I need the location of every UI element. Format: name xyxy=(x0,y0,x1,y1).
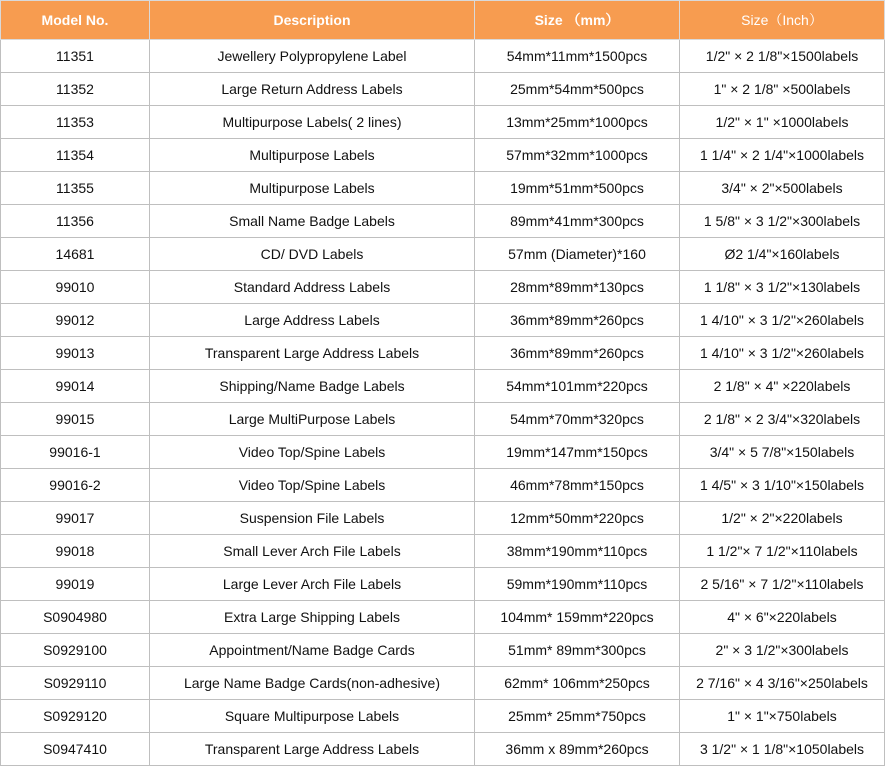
size-mm-cell: 51mm* 89mm*300pcs xyxy=(475,634,680,667)
size-mm-cell: 28mm*89mm*130pcs xyxy=(475,271,680,304)
table-row xyxy=(1,238,885,271)
size-mm-cell: 36mm*89mm*260pcs xyxy=(475,337,680,370)
size-inch-cell: 1" × 2 1/8" ×500labels xyxy=(680,73,885,106)
size-mm-cell: 25mm* 25mm*750pcs xyxy=(475,700,680,733)
table-row xyxy=(1,700,885,733)
model-no-cell: 11356 xyxy=(1,205,150,238)
table-row xyxy=(1,73,885,106)
size-mm-cell: 57mm (Diameter)*160 xyxy=(475,238,680,271)
table-row xyxy=(1,667,885,700)
size-inch-cell: 1 5/8" × 3 1/2"×300labels xyxy=(680,205,885,238)
model-no-cell: 99019 xyxy=(1,568,150,601)
model-no-cell: 99016-1 xyxy=(1,436,150,469)
model-no-cell: S0929100 xyxy=(1,634,150,667)
model-no-cell: S0929110 xyxy=(1,667,150,700)
size-inch-cell: 1 1/2"× 7 1/2"×110labels xyxy=(680,535,885,568)
table-row xyxy=(1,304,885,337)
description-cell: Large MultiPurpose Labels xyxy=(150,403,475,436)
size-mm-cell: 12mm*50mm*220pcs xyxy=(475,502,680,535)
size-inch-cell: 3/4" × 2"×500labels xyxy=(680,172,885,205)
description-cell: Large Return Address Labels xyxy=(150,73,475,106)
table-row xyxy=(1,535,885,568)
size-inch-cell: 1 1/4" × 2 1/4"×1000labels xyxy=(680,139,885,172)
model-no-cell: 14681 xyxy=(1,238,150,271)
model-no-cell: 11352 xyxy=(1,73,150,106)
size-mm-cell: 36mm x 89mm*260pcs xyxy=(475,733,680,766)
size-inch-cell: 2 7/16" × 4 3/16"×250labels xyxy=(680,667,885,700)
table-row xyxy=(1,139,885,172)
model-no-cell: 11355 xyxy=(1,172,150,205)
table-row xyxy=(1,370,885,403)
size-mm-cell: 62mm* 106mm*250pcs xyxy=(475,667,680,700)
header-size-inch: Size（Inch） xyxy=(680,1,885,40)
size-inch-cell: 1 4/10" × 3 1/2"×260labels xyxy=(680,337,885,370)
size-inch-cell: 1" × 1"×750labels xyxy=(680,700,885,733)
description-cell: Transparent Large Address Labels xyxy=(150,733,475,766)
size-inch-cell: 1/2" × 2"×220labels xyxy=(680,502,885,535)
description-cell: Video Top/Spine Labels xyxy=(150,469,475,502)
size-inch-cell: 3/4" × 5 7/8"×150labels xyxy=(680,436,885,469)
size-mm-cell: 38mm*190mm*110pcs xyxy=(475,535,680,568)
size-inch-cell: 1 4/5" × 3 1/10"×150labels xyxy=(680,469,885,502)
size-mm-cell: 57mm*32mm*1000pcs xyxy=(475,139,680,172)
description-cell: Multipurpose Labels xyxy=(150,172,475,205)
description-cell: Large Lever Arch File Labels xyxy=(150,568,475,601)
description-cell: Shipping/Name Badge Labels xyxy=(150,370,475,403)
size-mm-cell: 89mm*41mm*300pcs xyxy=(475,205,680,238)
description-cell: Large Address Labels xyxy=(150,304,475,337)
table-row xyxy=(1,502,885,535)
size-inch-cell: 1 4/10" × 3 1/2"×260labels xyxy=(680,304,885,337)
size-mm-cell: 13mm*25mm*1000pcs xyxy=(475,106,680,139)
table-row xyxy=(1,106,885,139)
size-mm-cell: 54mm*11mm*1500pcs xyxy=(475,40,680,73)
size-inch-cell: 2 1/8" × 4" ×220labels xyxy=(680,370,885,403)
table-row xyxy=(1,40,885,73)
model-no-cell: 99016-2 xyxy=(1,469,150,502)
size-inch-cell: Ø2 1/4"×160labels xyxy=(680,238,885,271)
table-row xyxy=(1,172,885,205)
size-inch-cell: 2" × 3 1/2"×300labels xyxy=(680,634,885,667)
model-no-cell: S0929120 xyxy=(1,700,150,733)
table-row xyxy=(1,403,885,436)
header-size-mm: Size （mm） xyxy=(475,1,680,40)
table-row xyxy=(1,568,885,601)
header-description: Description xyxy=(150,1,475,40)
size-inch-cell: 4" × 6"×220labels xyxy=(680,601,885,634)
description-cell: Multipurpose Labels xyxy=(150,139,475,172)
size-inch-cell: 1/2" × 2 1/8"×1500labels xyxy=(680,40,885,73)
description-cell: CD/ DVD Labels xyxy=(150,238,475,271)
model-no-cell: 11354 xyxy=(1,139,150,172)
header-model-no: Model No. xyxy=(1,1,150,40)
model-no-cell: 11351 xyxy=(1,40,150,73)
size-mm-cell: 36mm*89mm*260pcs xyxy=(475,304,680,337)
table-row xyxy=(1,634,885,667)
size-mm-cell: 104mm* 159mm*220pcs xyxy=(475,601,680,634)
size-mm-cell: 46mm*78mm*150pcs xyxy=(475,469,680,502)
model-no-cell: S0904980 xyxy=(1,601,150,634)
description-cell: Appointment/Name Badge Cards xyxy=(150,634,475,667)
table-row xyxy=(1,601,885,634)
description-cell: Transparent Large Address Labels xyxy=(150,337,475,370)
size-mm-cell: 59mm*190mm*110pcs xyxy=(475,568,680,601)
table-row xyxy=(1,337,885,370)
table-row xyxy=(1,436,885,469)
model-no-cell: S0947410 xyxy=(1,733,150,766)
model-no-cell: 99015 xyxy=(1,403,150,436)
size-mm-cell: 19mm*147mm*150pcs xyxy=(475,436,680,469)
model-no-cell: 99013 xyxy=(1,337,150,370)
model-no-cell: 99010 xyxy=(1,271,150,304)
size-mm-cell: 54mm*70mm*320pcs xyxy=(475,403,680,436)
size-mm-cell: 19mm*51mm*500pcs xyxy=(475,172,680,205)
description-cell: Video Top/Spine Labels xyxy=(150,436,475,469)
description-cell: Large Name Badge Cards(non-adhesive) xyxy=(150,667,475,700)
size-mm-cell: 54mm*101mm*220pcs xyxy=(475,370,680,403)
description-cell: Extra Large Shipping Labels xyxy=(150,601,475,634)
table-row xyxy=(1,733,885,766)
table-row xyxy=(1,271,885,304)
description-cell: Small Name Badge Labels xyxy=(150,205,475,238)
size-mm-cell: 25mm*54mm*500pcs xyxy=(475,73,680,106)
model-no-cell: 11353 xyxy=(1,106,150,139)
header-row xyxy=(1,1,885,40)
table-row xyxy=(1,469,885,502)
size-inch-cell: 1 1/8" × 3 1/2"×130labels xyxy=(680,271,885,304)
size-inch-cell: 2 1/8" × 2 3/4"×320labels xyxy=(680,403,885,436)
description-cell: Multipurpose Labels( 2 lines) xyxy=(150,106,475,139)
size-inch-cell: 1/2" × 1" ×1000labels xyxy=(680,106,885,139)
model-no-cell: 99014 xyxy=(1,370,150,403)
description-cell: Standard Address Labels xyxy=(150,271,475,304)
description-cell: Jewellery Polypropylene Label xyxy=(150,40,475,73)
description-cell: Square Multipurpose Labels xyxy=(150,700,475,733)
model-no-cell: 99012 xyxy=(1,304,150,337)
size-inch-cell: 2 5/16" × 7 1/2"×110labels xyxy=(680,568,885,601)
description-cell: Suspension File Labels xyxy=(150,502,475,535)
model-no-cell: 99018 xyxy=(1,535,150,568)
size-inch-cell: 3 1/2" × 1 1/8"×1050labels xyxy=(680,733,885,766)
description-cell: Small Lever Arch File Labels xyxy=(150,535,475,568)
model-no-cell: 99017 xyxy=(1,502,150,535)
table-row xyxy=(1,205,885,238)
